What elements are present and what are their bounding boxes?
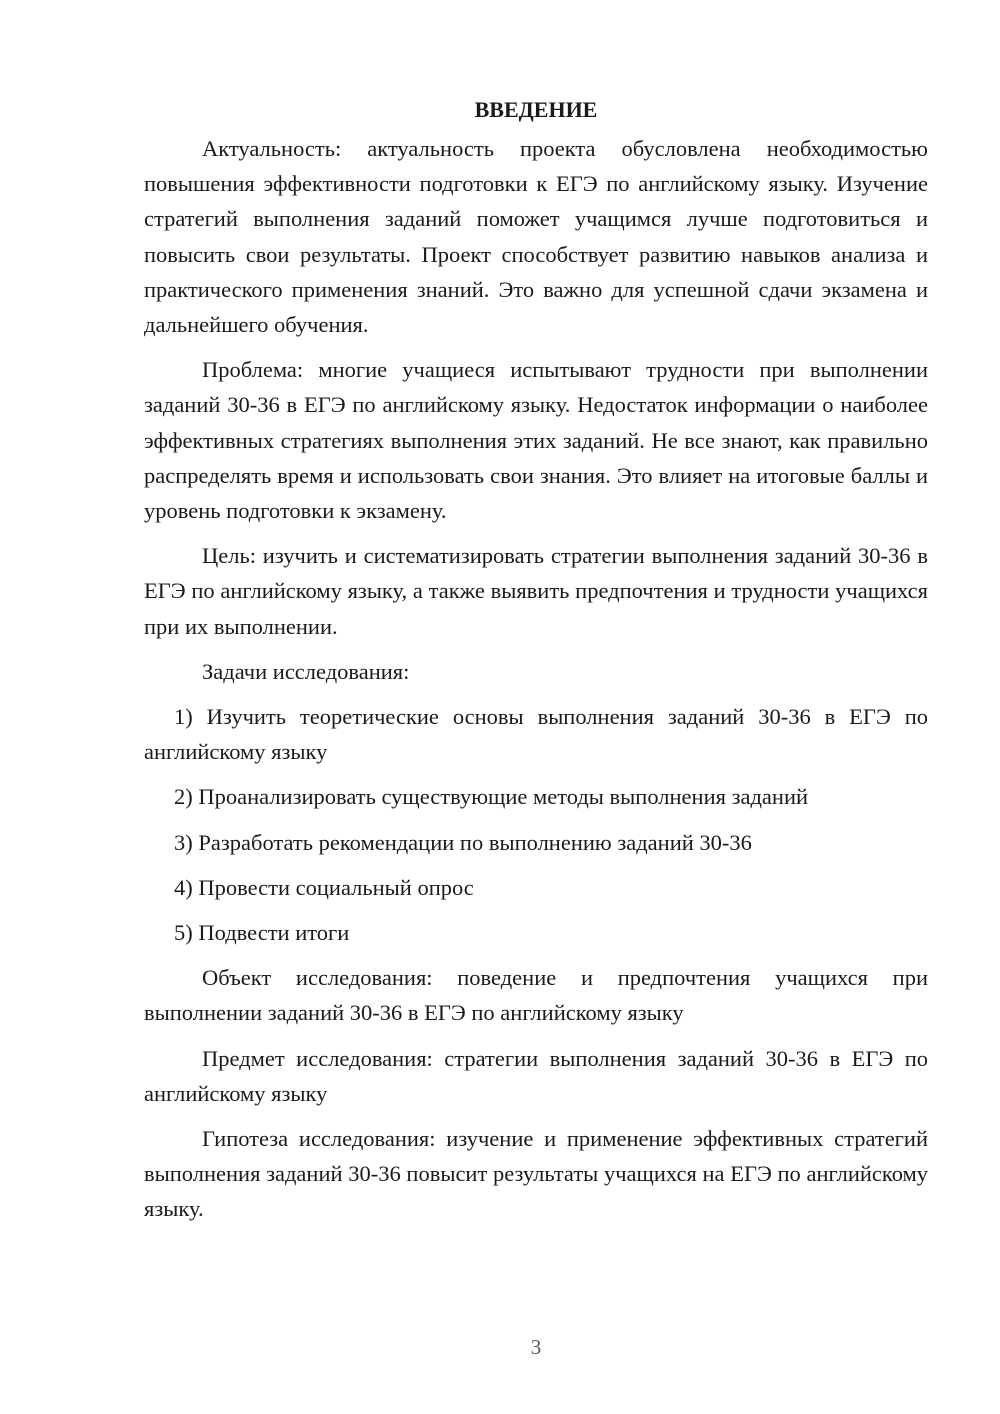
list-item: 2) Проанализировать существующие методы выполнения заданий — [174, 784, 809, 810]
paragraph-goal: Цель: изучить и систематизировать стратегии выполнения заданий 30-36 в ЕГЭ по английскому языку, а также выявить предпочтения и трудности учащихся при их выполнении. — [144, 543, 928, 639]
list-item: 3) Разработать рекомендации по выполнению заданий 30-36 — [174, 829, 752, 855]
paragraph-relevance: Актуальность: актуальность проекта обусловлена необходимостью повышения эффективности подготовки к ЕГЭ по английскому языку. Изучение стратегий выполнения заданий поможет учащимся лучше подготовиться и повысить свои результаты. Проект способствует развитию навыков анализа и практического применения знаний. Это важно для успешной сдачи экзамена и дальнейшего обучения. — [144, 136, 928, 338]
paragraph-object: Объект исследования: поведение и предпочтения учащихся при выполнении заданий 30-36 в ЕГЭ по английскому языку — [144, 965, 928, 1026]
paragraph-hypothesis: Гипотеза исследования: изучение и применение эффективных стратегий выполнения заданий 30-36 повысит результаты учащихся на ЕГЭ по английскому языку. — [144, 1126, 928, 1222]
paragraph-tasks-title: Задачи исследования: — [202, 658, 410, 684]
paragraph-problem: Проблема: многие учащиеся испытывают трудности при выполнении заданий 30-36 в ЕГЭ по английскому языку. Недостаток информации о наиболее эффективных стратегиях выполнения этих заданий. Не все знают, как правильно распределять время и использовать свои знания. Это влияет на итоговые баллы и уровень подготовки к экзамену. — [144, 357, 928, 524]
list-item: 5) Подвести итоги — [174, 920, 350, 946]
page-content — [144, 92, 928, 1237]
paragraph-subject: Предмет исследования: стратегии выполнения заданий 30-36 в ЕГЭ по английскому языку — [144, 1045, 928, 1106]
section-heading: ВВЕДЕНИЕ — [474, 97, 598, 122]
page-number: 3 — [530, 1335, 542, 1359]
tasks-list — [144, 699, 928, 950]
list-item: 4) Провести социальный опрос — [174, 874, 474, 900]
list-item: 1) Изучить теоретические основы выполнения заданий 30-36 в ЕГЭ по английскому языку — [144, 704, 928, 765]
